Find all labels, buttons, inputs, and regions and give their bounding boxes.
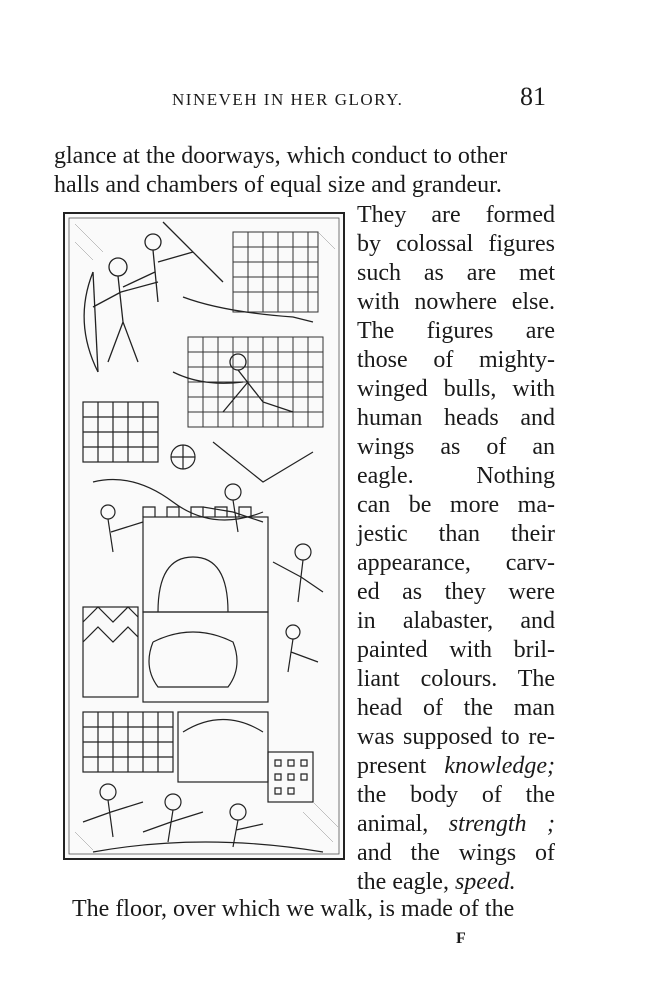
eagle-prefix: the eagle, xyxy=(357,869,455,895)
animal-italic: strength ; xyxy=(448,811,555,837)
column-line: was supposed to re- xyxy=(357,724,555,750)
body-line-2: halls and chambers of equal size and grandeur. xyxy=(54,172,502,198)
column-line-eagle xyxy=(357,868,555,897)
column-line: in alabaster, and xyxy=(357,608,555,634)
represent-italic: knowledge; xyxy=(444,753,555,779)
column-line: jestic than their xyxy=(357,521,555,547)
represent-prefix: present xyxy=(357,753,445,779)
column-line-represent xyxy=(357,752,555,781)
side-text-column xyxy=(357,201,555,897)
page-number: 81 xyxy=(520,82,546,111)
column-line: appearance, carv- xyxy=(357,550,555,576)
column-line: human heads and xyxy=(357,405,555,431)
column-line: and the wings of xyxy=(357,840,555,866)
assyrian-relief-illustration xyxy=(63,212,345,860)
column-line-animal xyxy=(357,810,555,839)
column-line: wings as of an xyxy=(357,434,555,460)
column-line: head of the man xyxy=(357,695,555,721)
eagle-italic: speed. xyxy=(454,869,516,895)
animal-prefix: animal, xyxy=(357,811,449,837)
column-line: ed as they were xyxy=(357,579,555,605)
body-line-1: glance at the doorways, which conduct to other xyxy=(54,143,508,169)
column-line: The figures are xyxy=(357,318,555,344)
column-line: those of mighty- xyxy=(357,347,555,373)
column-line: can be more ma- xyxy=(357,492,555,518)
running-title: NINEVEH IN HER GLORY. xyxy=(172,90,404,109)
column-line: winged bulls, with xyxy=(357,376,555,402)
column-line: by colossal figures xyxy=(357,231,555,257)
column-line: painted with bril- xyxy=(357,637,555,663)
signature-mark: F xyxy=(456,930,466,947)
column-line: liant colours. The xyxy=(357,666,555,692)
body-final-line: The floor, over which we walk, is made of the xyxy=(72,896,515,922)
column-line: the body of the xyxy=(357,782,555,808)
column-line: eagle. Nothing xyxy=(357,463,555,489)
column-line: such as are met xyxy=(357,260,555,286)
column-line: They are formed xyxy=(357,202,555,228)
column-line: with nowhere else. xyxy=(357,289,555,315)
